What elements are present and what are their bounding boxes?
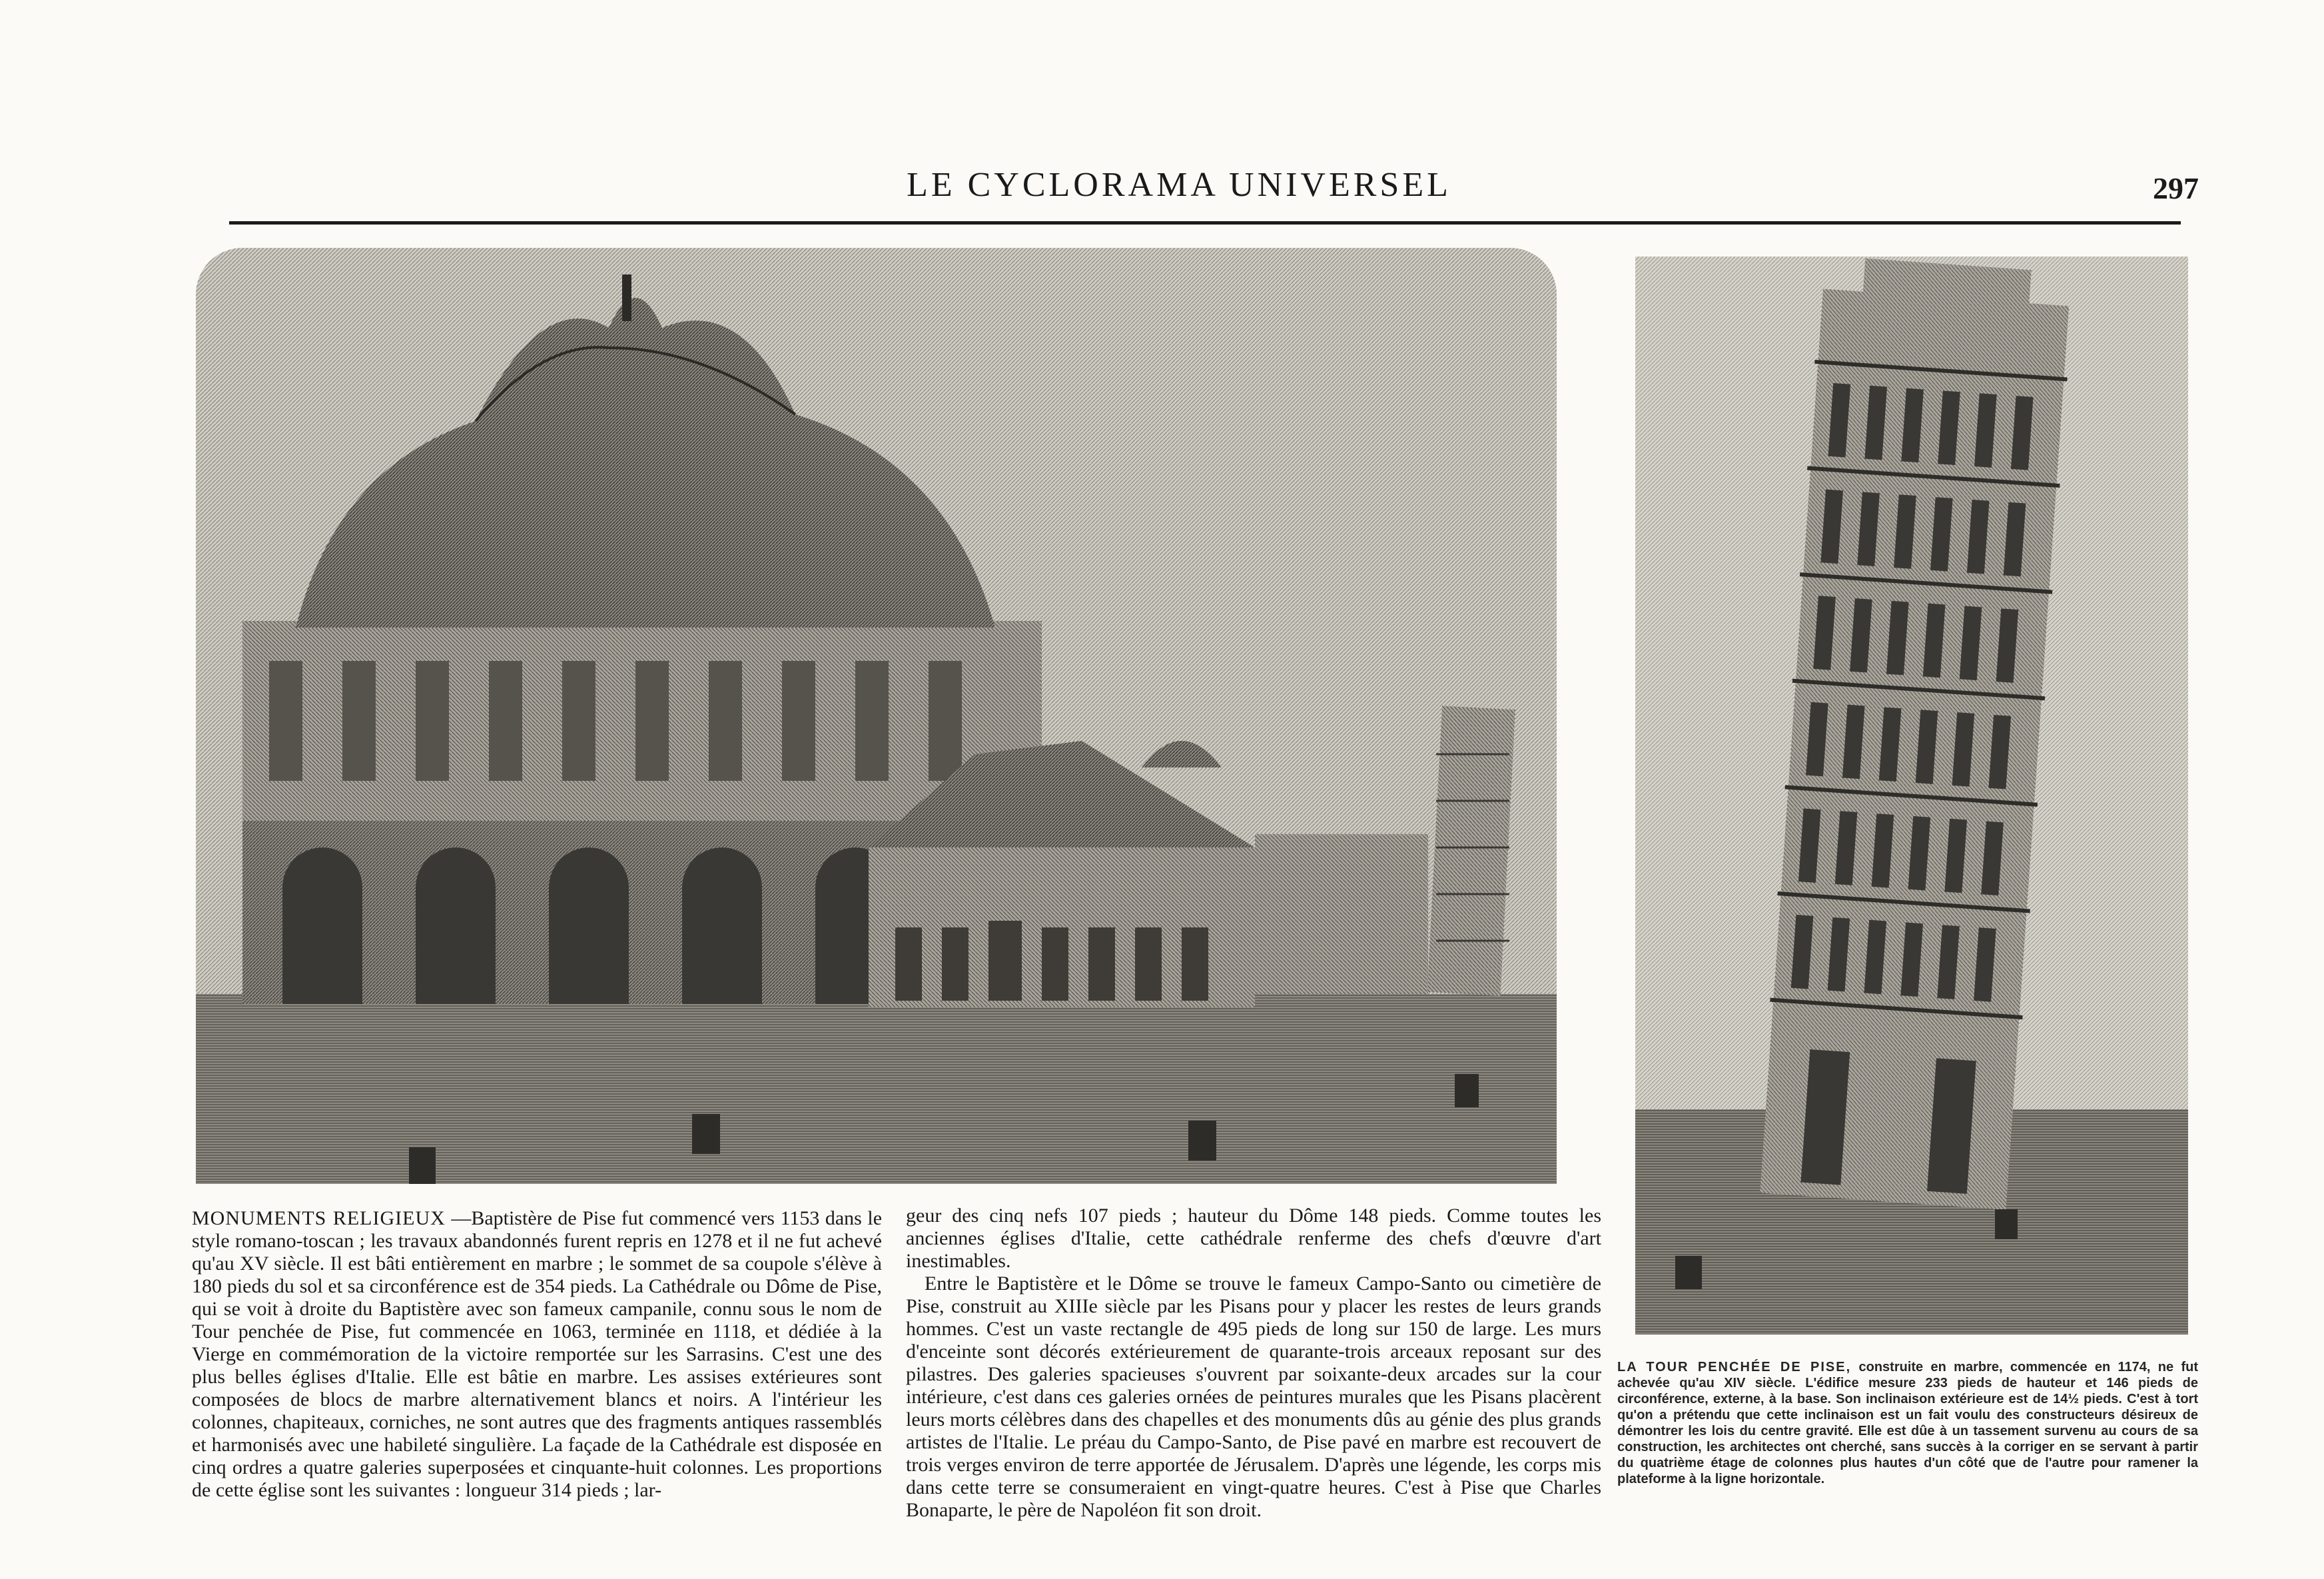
article-paragraph (192, 1207, 882, 1502)
header-rule (229, 221, 2181, 225)
caption-text: construite en marbre, commencée en 1174, ne fut achevée qu'au XIV siècle. L'édifice mesure 233 pieds de hauteur et 146 pieds de circonférence, externe, à la base. Son inclinaison extérieure est de 14½ pieds. C'est à tort qu'on a prétendu que cette inclinaison est un fait voulu des constructeurs désireux de démontrer les lois du centre gravité. Elle est dûe à un tassement survenu au cours de sa construction, les architectes ont cherché, sans succès à la corriger en se servant à partir du quatrième étage de colonnes plus hautes d'un côté que de l'autre pour ramener la plateforme à la ligne horizontale. (1617, 1360, 2198, 1486)
pisa-square-engraving (196, 248, 1557, 1184)
tower-caption (1617, 1359, 2198, 1487)
caption-lead: LA TOUR PENCHÉE DE PISE, (1617, 1360, 1852, 1374)
running-title: LE CYCLORAMA UNIVERSEL (907, 166, 1451, 204)
article-column-2 (906, 1205, 1601, 1522)
article-paragraph-campo-santo: Entre le Baptistère et le Dôme se trouve le fameux Campo-Santo ou cimetière de Pise, construit au XIIIe siècle par les Pisans pour y placer les restes de leurs grands hommes. C'est un vaste rectangle de 495 pieds de long sur 150 de large. Les murs d'enceinte sont décorés extérieurement de quarante-trois arceaux reposant sur des pilastres. Des galeries spacieuses s'ouvrent par soixante-deux arcades sur la cour intérieure, c'est dans ces galeries ornées de peintures murales que les Pisans placèrent leurs morts célèbres dans des chapelles et des monuments dûs au génie des plus grands artistes de l'Italie. Le préau du Campo-Santo, de Pise pavé en marbre est recouvert de trois verges environ de terre apportée de Jérusalem. D'après une légende, les corps mis dans cette terre se consumeraient en vingt-quatre heures. C'est à Pise que Charles Bonaparte, le père de Napoléon fit son droit. (906, 1273, 1601, 1521)
leaning-tower-illustration (1635, 257, 2188, 1334)
article-text-col1: —Baptistère de Pise fut commencé vers 1153 dans le style romano-toscan ; les travaux abandonnés furent repris en 1278 et il ne fut achevé qu'au XV siècle. Il est bâti entièrement en marbre ; le sommet de sa coupole s'élève à 180 pieds du sol et sa circonférence est de 354 pieds. La Cathédrale ou Dôme de Pise, qui se voit à droite du Baptistère avec son fameux campanile, connu sous le nom de Tour penchée de Pise, fut commencée en 1063, terminée en 1118, et dédiée à la Vierge en commémoration de la victoire remportée sur les Sarrasins. C'est une des plus belles églises d'Italie. Elle est bâtie en marbre. Les assises extérieures sont composées de blocs de marbre alternativement blancs et noirs. A l'intérieur les colonnes, chapiteaux, corniches, ne sont autres que des fragments antiques rassemblés et harmonisés avec une habileté singulière. La façade de la Cathédrale est disposée en cinq ordres a quatre galeries superposées et cinquante-huit colonnes. Les proportions de cette église sont les suivantes : longueur 314 pieds ; lar- (192, 1207, 883, 1501)
leaning-tower-engraving (1635, 257, 2188, 1334)
article-lead: MONUMENTS RELIGIEUX (192, 1207, 446, 1229)
article-column-1 (192, 1207, 882, 1502)
article-paragraph-continued: geur des cinq nefs 107 pieds ; hauteur du Dôme 148 pieds. Comme toutes les anciennes églises d'Italie, cette cathédrale renferme des chefs d'œuvre d'art inestimables. (906, 1205, 1601, 1272)
page-number: 297 (2153, 171, 2199, 205)
pisa-square-illustration (196, 248, 1557, 1184)
